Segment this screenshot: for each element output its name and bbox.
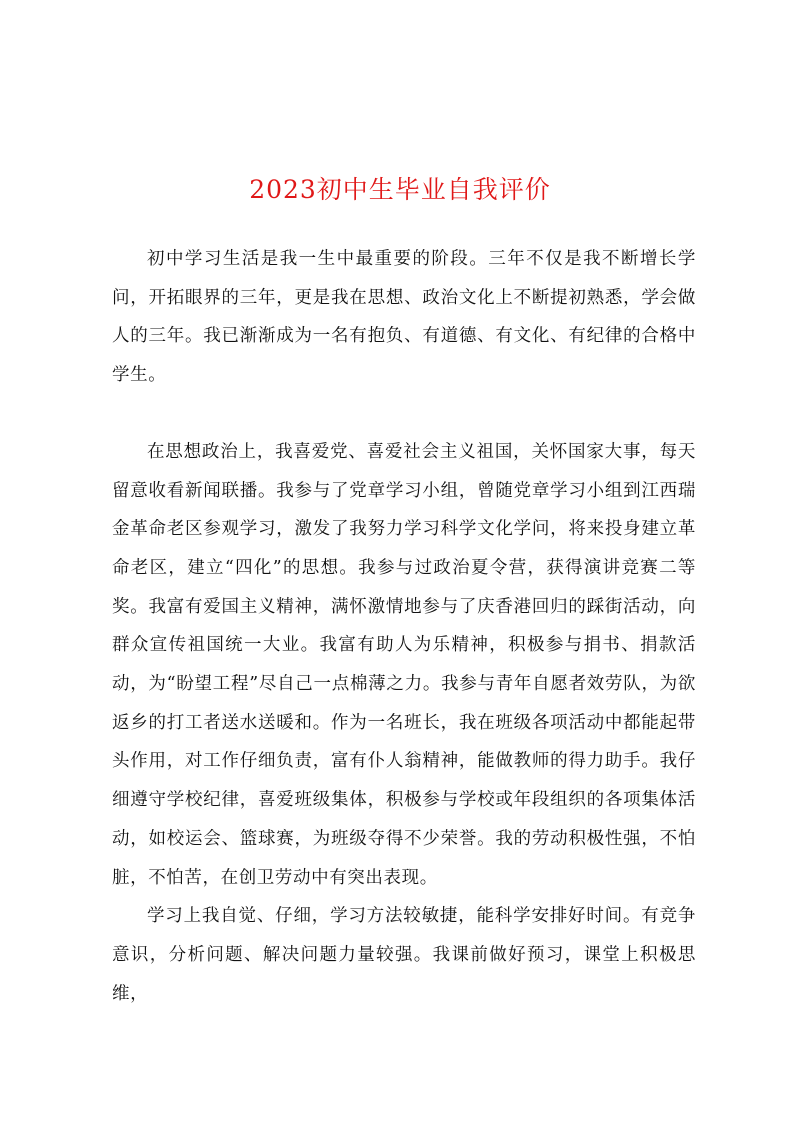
- paragraph-political: 在思想政治上，我喜爱党、喜爱社会主义祖国，关怀国家大事，每天留意收看新闻联播。我参与了党章学习小组，曾随党章学习小组到江西瑞金革命老区参观学习，激发了我努力学习科学文化学问，将来投身建立革命老区，建立“四化”的思想。我参与过政治夏令营，获得演讲竞赛二等奖。我富有爱国主义精神，满怀激情地参与了庆香港回归的踩街活动，向群众宣传祖国统一大业。我富有助人为乐精神，积极参与捐书、捐款活动，为“盼望工程”尽自己一点棉薄之力。我参与青年自愿者效劳队，为欲返乡的打工者送水送暖和。作为一名班长，我在班级各项活动中都能起带头作用，对工作仔细负责，富有仆人翁精神，能做教师的得力助手。我仔细遵守学校纪律，喜爱班级集体，积极参与学校或年段组织的各项集体活动，如校运会、篮球赛，为班级夺得不少荣誉。我的劳动积极性强，不怕脏，不怕苦，在创卫劳动中有突出表现。: [112, 441, 696, 888]
- document-body: [112, 240, 696, 1013]
- paragraph-intro: 初中学习生活是我一生中最重要的阶段。三年不仅是我不断增长学问，开拓眼界的三年，更是我在思想、政治文化上不断提初熟悉，学会做人的三年。我已渐渐成为一名有抱负、有道德、有文化、有纪律的合格中学生。: [112, 249, 696, 386]
- paragraph-study: 学习上我自觉、仔细，学习方法较敏捷，能科学安排好时间。有竞争意识，分析问题、解决问题力量较强。我课前做好预习，课堂上积极思维，: [112, 906, 696, 1004]
- document-title: 2023初中生毕业自我评价: [249, 175, 551, 204]
